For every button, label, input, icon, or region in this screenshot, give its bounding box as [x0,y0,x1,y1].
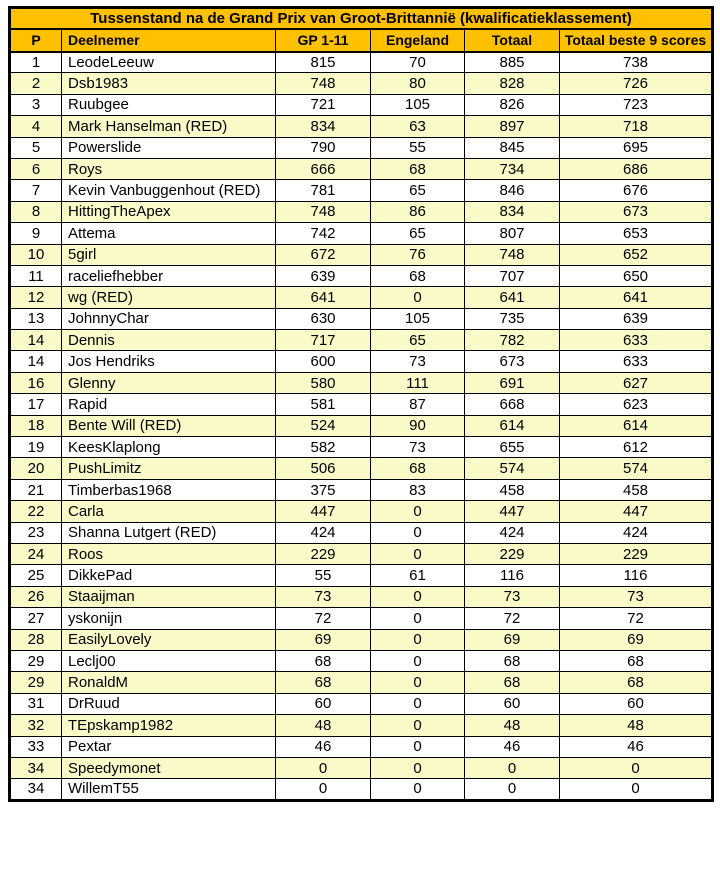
best-9-scores-cell: 723 [560,94,713,115]
totaal-cell: 447 [465,501,560,522]
engeland-cell: 55 [371,137,465,158]
engeland-cell: 80 [371,73,465,94]
participant-cell: Jos Hendriks [62,351,276,372]
header-row [10,29,713,52]
gp-1-11-cell: 630 [276,308,371,329]
engeland-cell: 105 [371,94,465,115]
table-row [10,158,713,179]
table-row [10,543,713,564]
totaal-cell: 574 [465,458,560,479]
engeland-cell: 0 [371,757,465,778]
participant-cell: DikkePad [62,565,276,586]
position-cell: 7 [10,180,62,201]
totaal-cell: 72 [465,608,560,629]
position-cell: 3 [10,94,62,115]
totaal-cell: 68 [465,650,560,671]
participant-cell: Timberbas1968 [62,479,276,500]
participant-cell: Carla [62,501,276,522]
best-9-scores-cell: 60 [560,693,713,714]
gp-1-11-cell: 60 [276,693,371,714]
gp-1-11-cell: 46 [276,736,371,757]
participant-cell: Rapid [62,394,276,415]
gp-1-11-cell: 48 [276,715,371,736]
engeland-cell: 0 [371,736,465,757]
standings-body [10,52,713,801]
table-row [10,180,713,201]
best-9-scores-cell: 68 [560,650,713,671]
gp-1-11-cell: 68 [276,672,371,693]
best-9-scores-cell: 574 [560,458,713,479]
best-9-scores-cell: 726 [560,73,713,94]
position-cell: 21 [10,479,62,500]
totaal-cell: 229 [465,543,560,564]
engeland-cell: 65 [371,223,465,244]
table-row [10,330,713,351]
position-cell: 34 [10,779,62,800]
table-row [10,672,713,693]
position-cell: 20 [10,458,62,479]
position-cell: 14 [10,330,62,351]
position-cell: 31 [10,693,62,714]
position-cell: 32 [10,715,62,736]
position-cell: 24 [10,543,62,564]
position-cell: 27 [10,608,62,629]
engeland-cell: 0 [371,629,465,650]
totaal-cell: 707 [465,265,560,286]
table-row [10,73,713,94]
position-cell: 34 [10,757,62,778]
totaal-cell: 655 [465,437,560,458]
best-9-scores-cell: 653 [560,223,713,244]
table-row [10,715,713,736]
gp-1-11-cell: 582 [276,437,371,458]
engeland-cell: 0 [371,672,465,693]
totaal-cell: 458 [465,479,560,500]
gp-1-11-cell: 641 [276,287,371,308]
best-9-scores-cell: 686 [560,158,713,179]
table-row [10,372,713,393]
best-9-scores-cell: 718 [560,116,713,137]
totaal-cell: 641 [465,287,560,308]
table-row [10,351,713,372]
totaal-cell: 69 [465,629,560,650]
table-row [10,501,713,522]
participant-cell: RonaldM [62,672,276,693]
participant-cell: Dennis [62,330,276,351]
best-9-scores-cell: 633 [560,330,713,351]
engeland-cell: 73 [371,437,465,458]
participant-cell: EasilyLovely [62,629,276,650]
table-row [10,116,713,137]
participant-cell: DrRuud [62,693,276,714]
engeland-cell: 0 [371,608,465,629]
participant-cell: Roos [62,543,276,564]
table-row [10,265,713,286]
gp-1-11-cell: 815 [276,52,371,73]
table-row [10,757,713,778]
table-row [10,223,713,244]
position-cell: 26 [10,586,62,607]
table-row [10,608,713,629]
position-cell: 28 [10,629,62,650]
column-header-gp-1-11: GP 1-11 [276,29,371,52]
participant-cell: WillemT55 [62,779,276,800]
table-row [10,650,713,671]
gp-1-11-cell: 672 [276,244,371,265]
best-9-scores-cell: 652 [560,244,713,265]
engeland-cell: 68 [371,458,465,479]
best-9-scores-cell: 229 [560,543,713,564]
standings-table [8,6,714,802]
position-cell: 19 [10,437,62,458]
best-9-scores-cell: 72 [560,608,713,629]
totaal-cell: 828 [465,73,560,94]
best-9-scores-cell: 458 [560,479,713,500]
totaal-cell: 116 [465,565,560,586]
best-9-scores-cell: 738 [560,52,713,73]
position-cell: 16 [10,372,62,393]
engeland-cell: 0 [371,715,465,736]
page-title: Tussenstand na de Grand Prix van Groot-Brittannië (kwalificatieklassement) [10,8,713,29]
totaal-cell: 0 [465,757,560,778]
gp-1-11-cell: 72 [276,608,371,629]
gp-1-11-cell: 524 [276,415,371,436]
participant-cell: Glenny [62,372,276,393]
totaal-cell: 897 [465,116,560,137]
gp-1-11-cell: 581 [276,394,371,415]
gp-1-11-cell: 69 [276,629,371,650]
column-header-position: P [10,29,62,52]
gp-1-11-cell: 781 [276,180,371,201]
best-9-scores-cell: 447 [560,501,713,522]
table-row [10,629,713,650]
position-cell: 5 [10,137,62,158]
position-cell: 29 [10,650,62,671]
best-9-scores-cell: 424 [560,522,713,543]
table-row [10,522,713,543]
participant-cell: Powerslide [62,137,276,158]
best-9-scores-cell: 73 [560,586,713,607]
totaal-cell: 734 [465,158,560,179]
engeland-cell: 0 [371,543,465,564]
best-9-scores-cell: 673 [560,201,713,222]
engeland-cell: 61 [371,565,465,586]
participant-cell: raceliefhebber [62,265,276,286]
table-row [10,565,713,586]
best-9-scores-cell: 0 [560,757,713,778]
totaal-cell: 807 [465,223,560,244]
gp-1-11-cell: 73 [276,586,371,607]
participant-cell: HittingTheApex [62,201,276,222]
best-9-scores-cell: 0 [560,779,713,800]
totaal-cell: 46 [465,736,560,757]
position-cell: 9 [10,223,62,244]
totaal-cell: 614 [465,415,560,436]
participant-cell: Attema [62,223,276,244]
table-row [10,458,713,479]
table-row [10,586,713,607]
engeland-cell: 65 [371,180,465,201]
participant-cell: Ruubgee [62,94,276,115]
table-row [10,244,713,265]
totaal-cell: 691 [465,372,560,393]
engeland-cell: 0 [371,650,465,671]
best-9-scores-cell: 676 [560,180,713,201]
position-cell: 29 [10,672,62,693]
engeland-cell: 76 [371,244,465,265]
engeland-cell: 111 [371,372,465,393]
column-header-totaal: Totaal [465,29,560,52]
table-row [10,287,713,308]
totaal-cell: 845 [465,137,560,158]
totaal-cell: 735 [465,308,560,329]
table-row [10,415,713,436]
engeland-cell: 68 [371,158,465,179]
participant-cell: Leclj00 [62,650,276,671]
totaal-cell: 885 [465,52,560,73]
engeland-cell: 105 [371,308,465,329]
engeland-cell: 87 [371,394,465,415]
table-row [10,201,713,222]
table-row [10,779,713,800]
best-9-scores-cell: 116 [560,565,713,586]
best-9-scores-cell: 639 [560,308,713,329]
position-cell: 14 [10,351,62,372]
totaal-cell: 48 [465,715,560,736]
table-row [10,394,713,415]
engeland-cell: 0 [371,287,465,308]
gp-1-11-cell: 68 [276,650,371,671]
best-9-scores-cell: 614 [560,415,713,436]
gp-1-11-cell: 229 [276,543,371,564]
totaal-cell: 748 [465,244,560,265]
gp-1-11-cell: 600 [276,351,371,372]
participant-cell: JohnnyChar [62,308,276,329]
participant-cell: KeesKlaplong [62,437,276,458]
totaal-cell: 68 [465,672,560,693]
column-header-participant: Deelnemer [62,29,276,52]
gp-1-11-cell: 424 [276,522,371,543]
engeland-cell: 0 [371,522,465,543]
position-cell: 23 [10,522,62,543]
totaal-cell: 826 [465,94,560,115]
best-9-scores-cell: 641 [560,287,713,308]
gp-1-11-cell: 717 [276,330,371,351]
participant-cell: PushLimitz [62,458,276,479]
table-row [10,137,713,158]
engeland-cell: 63 [371,116,465,137]
participant-cell: wg (RED) [62,287,276,308]
gp-1-11-cell: 834 [276,116,371,137]
totaal-cell: 424 [465,522,560,543]
position-cell: 22 [10,501,62,522]
gp-1-11-cell: 0 [276,757,371,778]
participant-cell: 5girl [62,244,276,265]
gp-1-11-cell: 0 [276,779,371,800]
engeland-cell: 86 [371,201,465,222]
totaal-cell: 834 [465,201,560,222]
column-header-engeland: Engeland [371,29,465,52]
best-9-scores-cell: 650 [560,265,713,286]
participant-cell: yskonijn [62,608,276,629]
totaal-cell: 60 [465,693,560,714]
position-cell: 10 [10,244,62,265]
participant-cell: Dsb1983 [62,73,276,94]
position-cell: 17 [10,394,62,415]
participant-cell: Mark Hanselman (RED) [62,116,276,137]
position-cell: 13 [10,308,62,329]
gp-1-11-cell: 721 [276,94,371,115]
position-cell: 12 [10,287,62,308]
engeland-cell: 0 [371,779,465,800]
participant-cell: Bente Will (RED) [62,415,276,436]
participant-cell: Shanna Lutgert (RED) [62,522,276,543]
table-row [10,479,713,500]
position-cell: 1 [10,52,62,73]
engeland-cell: 0 [371,586,465,607]
engeland-cell: 83 [371,479,465,500]
participant-cell: Roys [62,158,276,179]
table-row [10,437,713,458]
gp-1-11-cell: 447 [276,501,371,522]
gp-1-11-cell: 742 [276,223,371,244]
table-row [10,308,713,329]
best-9-scores-cell: 69 [560,629,713,650]
totaal-cell: 673 [465,351,560,372]
totaal-cell: 73 [465,586,560,607]
position-cell: 11 [10,265,62,286]
position-cell: 4 [10,116,62,137]
gp-1-11-cell: 580 [276,372,371,393]
gp-1-11-cell: 639 [276,265,371,286]
table-row [10,52,713,73]
gp-1-11-cell: 790 [276,137,371,158]
engeland-cell: 70 [371,52,465,73]
totaal-cell: 0 [465,779,560,800]
best-9-scores-cell: 48 [560,715,713,736]
engeland-cell: 73 [371,351,465,372]
best-9-scores-cell: 68 [560,672,713,693]
participant-cell: Staaijman [62,586,276,607]
best-9-scores-cell: 612 [560,437,713,458]
totaal-cell: 846 [465,180,560,201]
engeland-cell: 0 [371,501,465,522]
totaal-cell: 668 [465,394,560,415]
gp-1-11-cell: 748 [276,73,371,94]
gp-1-11-cell: 748 [276,201,371,222]
position-cell: 33 [10,736,62,757]
participant-cell: LeodeLeeuw [62,52,276,73]
gp-1-11-cell: 375 [276,479,371,500]
best-9-scores-cell: 695 [560,137,713,158]
participant-cell: Kevin Vanbuggenhout (RED) [62,180,276,201]
position-cell: 25 [10,565,62,586]
gp-1-11-cell: 55 [276,565,371,586]
participant-cell: Pextar [62,736,276,757]
position-cell: 6 [10,158,62,179]
best-9-scores-cell: 46 [560,736,713,757]
engeland-cell: 65 [371,330,465,351]
totaal-cell: 782 [465,330,560,351]
gp-1-11-cell: 666 [276,158,371,179]
best-9-scores-cell: 627 [560,372,713,393]
position-cell: 8 [10,201,62,222]
engeland-cell: 68 [371,265,465,286]
gp-1-11-cell: 506 [276,458,371,479]
column-header-best-9-scores: Totaal beste 9 scores [560,29,713,52]
table-row [10,736,713,757]
participant-cell: Speedymonet [62,757,276,778]
position-cell: 2 [10,73,62,94]
best-9-scores-cell: 623 [560,394,713,415]
engeland-cell: 0 [371,693,465,714]
title-row [10,8,713,29]
engeland-cell: 90 [371,415,465,436]
table-row [10,693,713,714]
participant-cell: TEpskamp1982 [62,715,276,736]
position-cell: 18 [10,415,62,436]
best-9-scores-cell: 633 [560,351,713,372]
table-row [10,94,713,115]
